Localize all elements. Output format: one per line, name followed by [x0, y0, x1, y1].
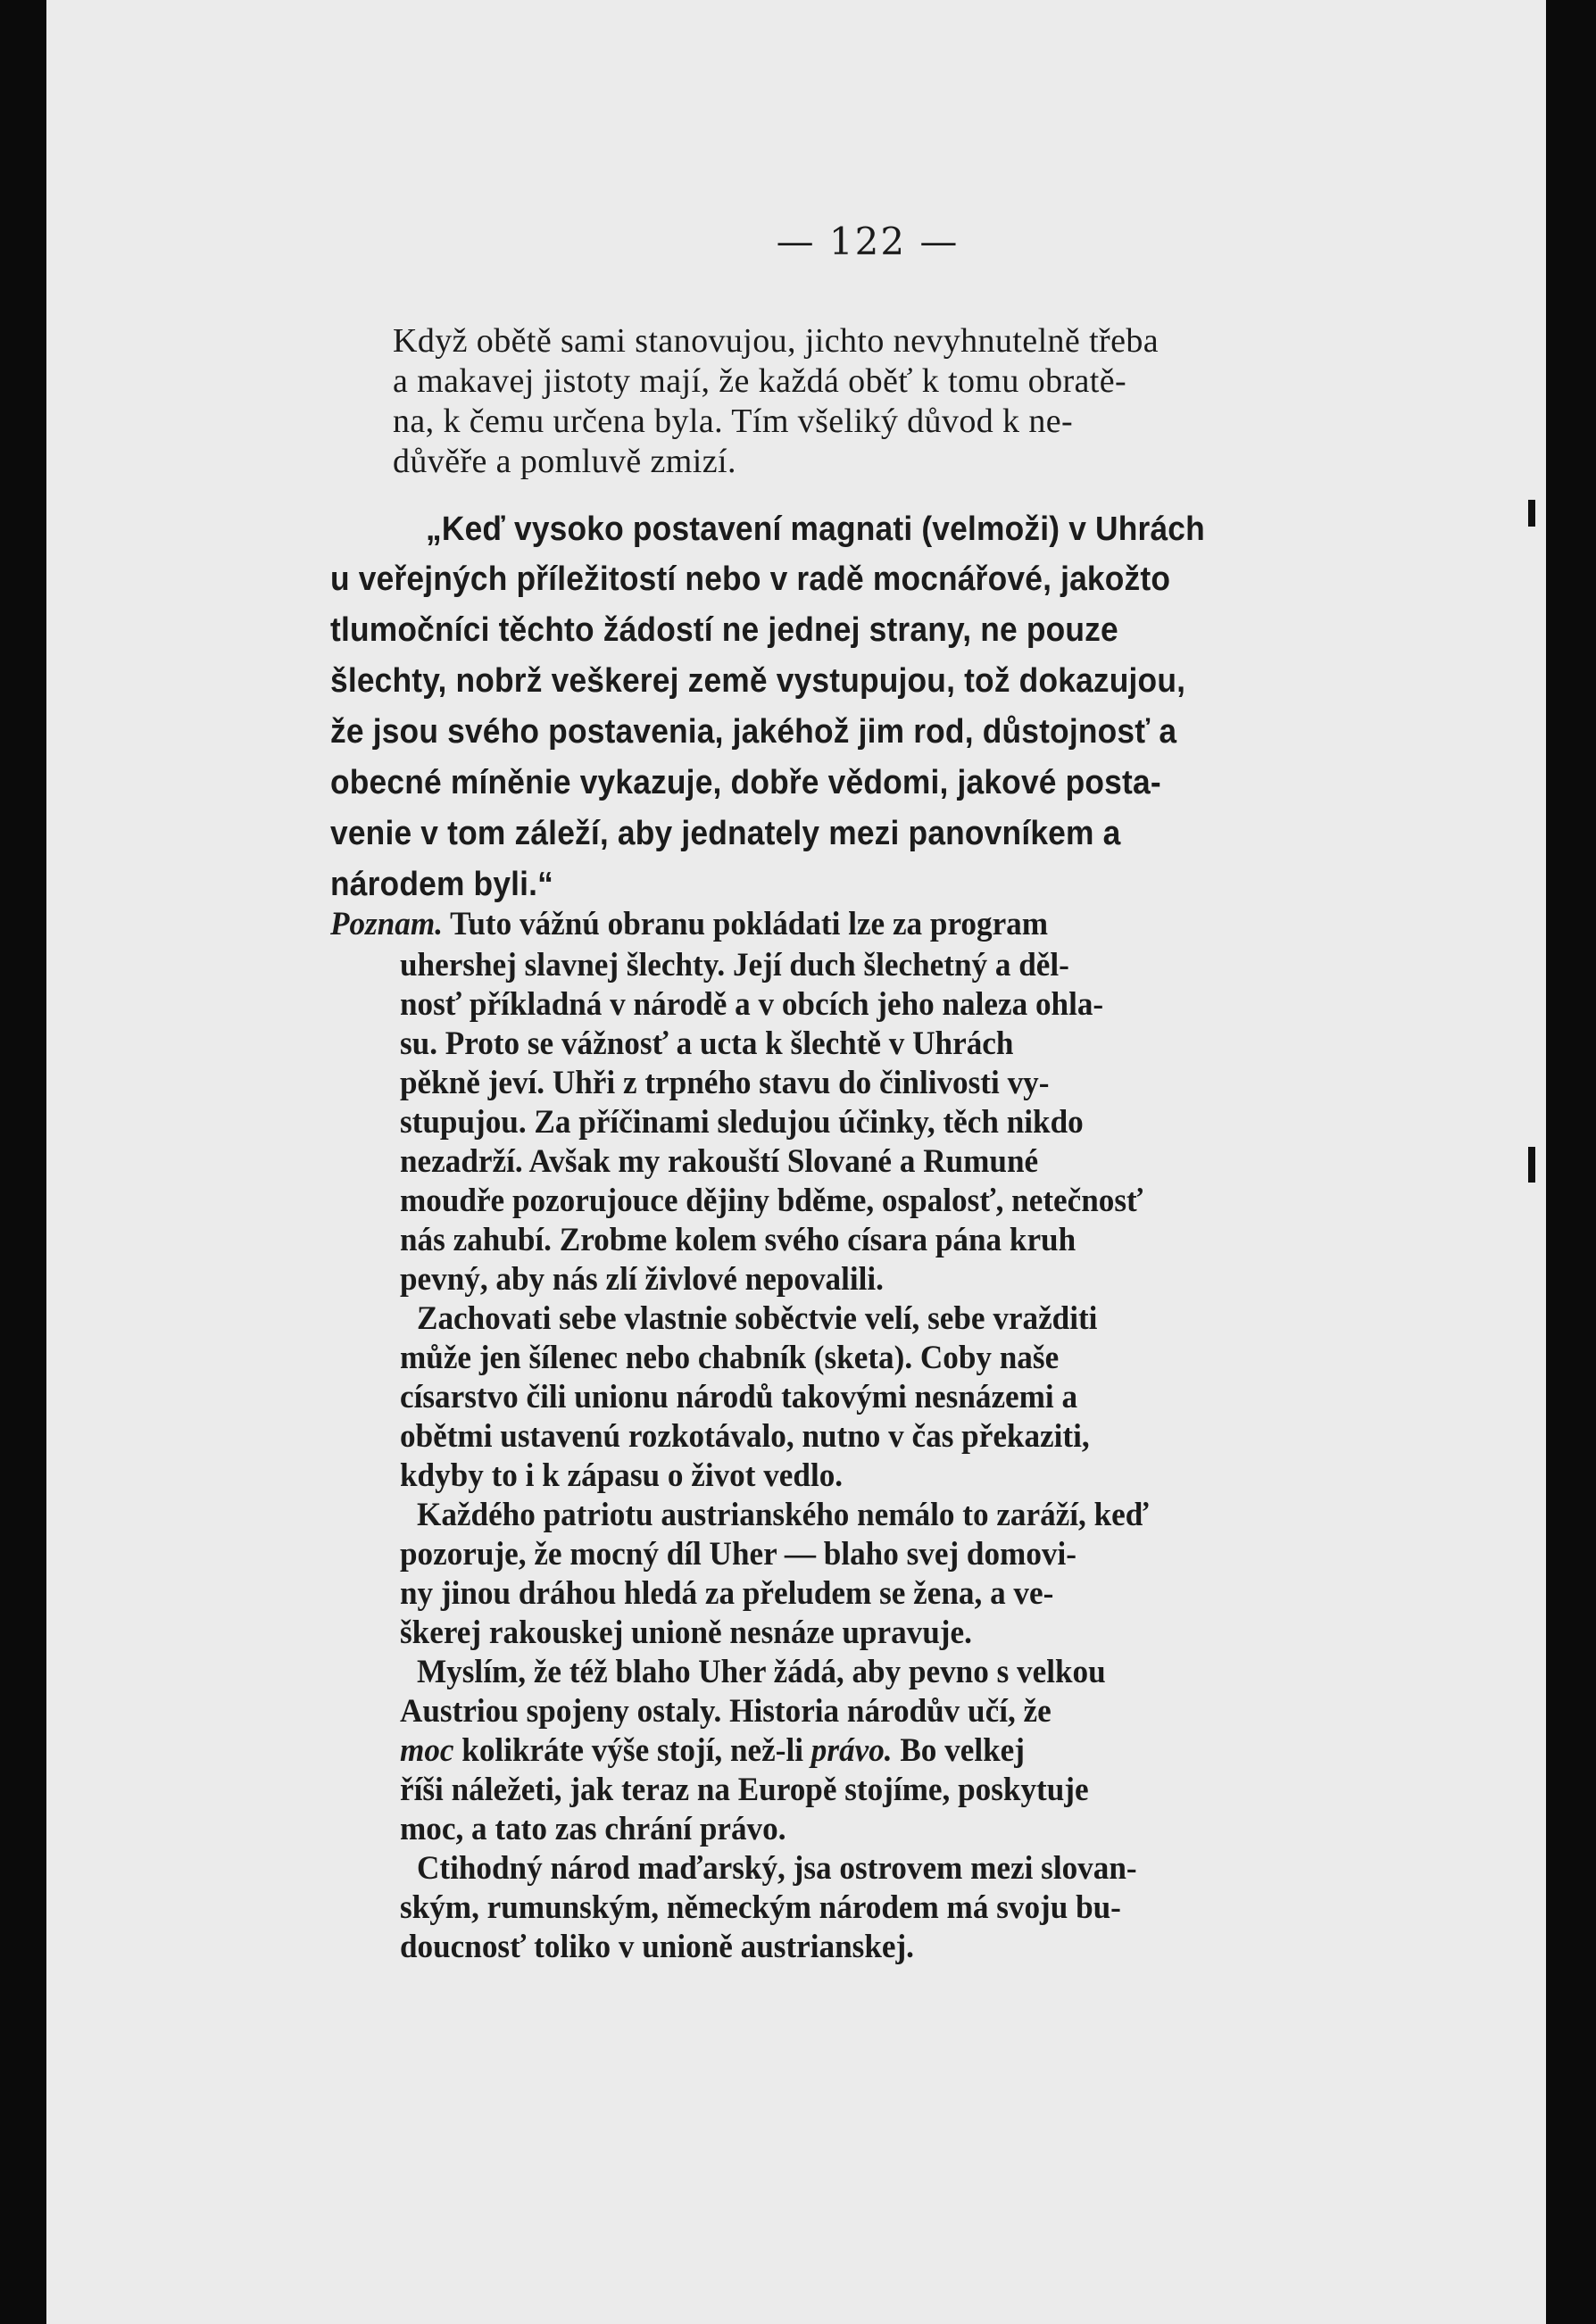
intro-line-4: důvěře a pomluvě zmizí.	[393, 443, 736, 480]
note-line: stupujou. Za příčinami sledujou účinky, těch nikdo	[400, 1104, 1084, 1141]
book-page	[46, 0, 1546, 2324]
quote-line-6: obecné míněnie vykazuje, dobře vědomi, jakové posta-	[330, 764, 1161, 801]
quote-line-7: venie v tom záleží, aby jednately mezi panovníkem a	[330, 815, 1121, 852]
note-line: moudře pozorujouce dějiny bděme, ospalosť, netečnosť	[400, 1183, 1143, 1219]
note-line: Myslím, že též blaho Uher žádá, aby pevno s velkou	[417, 1654, 1106, 1690]
note-line: obětmi ustavenú rozkotávalo, nutno v čas překaziti,	[400, 1418, 1090, 1455]
quote-line-2: u veřejných příležitostí nebo v radě mocnářové, jakožto	[330, 560, 1171, 598]
note-line-moc	[400, 1731, 1025, 1770]
note-line: nosť příkladná v národě a v obcích jeho naleza ohla-	[400, 986, 1104, 1023]
emph-moc: moc	[400, 1732, 454, 1769]
note-line: uhershej slavnej šlechty. Její duch šlechetný a děl-	[400, 947, 1069, 984]
scan-mark	[1528, 1147, 1535, 1183]
moc-line-text: kolikráte výše stojí, než-li	[453, 1732, 811, 1769]
moc-line-tail: Bo velkej	[892, 1732, 1025, 1769]
note-line: říši náležeti, jak teraz na Europě stojíme, poskytuje	[400, 1772, 1089, 1808]
note-line: Každého patriotu austrianského nemálo to zaráží, keď	[417, 1497, 1149, 1533]
note-label: Poznam.	[330, 906, 443, 942]
note-first-line	[330, 905, 1048, 943]
page-number: — 122 —	[776, 220, 960, 263]
note-line: císarstvo čili unionu národů takovými nesnázemi a	[400, 1379, 1078, 1415]
note-line: Austriou spojeny ostaly. Historia národův učí, že	[400, 1693, 1052, 1730]
note-line: moc, a tato zas chrání právo.	[400, 1811, 786, 1847]
intro-line-1: Když obětě sami stanovujou, jichto nevyhnutelně třeba	[393, 322, 1160, 360]
note-first-text: Tuto vážnú obranu pokládati lze za program	[450, 906, 1049, 942]
quote-line-5: že jsou svého postavenia, jakéhož jim rod, důstojnosť a	[330, 713, 1177, 751]
intro-line-3: na, k čemu určena byla. Tím všeliký důvod k ne-	[393, 403, 1074, 440]
note-line: su. Proto se vážnosť a ucta k šlechtě v Uhrách	[400, 1025, 1014, 1062]
quote-line-1: „Keď vysoko postavení magnati (velmoži) v Uhrách	[426, 510, 1205, 548]
note-line: pozoruje, že mocný díl Uher — blaho svej domovi-	[400, 1536, 1076, 1573]
note-line: nezadrží. Avšak my rakouští Slované a Rumuné	[400, 1143, 1039, 1180]
scan-mark	[1528, 500, 1535, 527]
note-line: nás zahubí. Zrobme kolem svého císara pána kruh	[400, 1222, 1076, 1258]
quote-line-8: národem byli.“	[330, 866, 554, 903]
emph-pravo: právo.	[810, 1732, 893, 1769]
note-line: ským, rumunským, německým národem má svoju bu-	[400, 1889, 1121, 1926]
quote-line-3: tlumočníci těchto žádostí ne jednej strany, ne pouze	[330, 611, 1118, 649]
note-line: pěkně jeví. Uhři z trpného stavu do činlivosti vy-	[400, 1065, 1050, 1101]
note-line: může jen šílenec nebo chabník (sketa). Coby naše	[400, 1340, 1060, 1376]
note-line: Zachovati sebe vlastnie soběctvie velí, sebe vražditi	[417, 1300, 1098, 1337]
quote-line-4: šlechty, nobrž veškerej země vystupujou, tož dokazujou,	[330, 662, 1186, 700]
note-line: kdyby to i k zápasu o život vedlo.	[400, 1457, 844, 1494]
note-line: škerej rakouskej unioně nesnáze upravuje.	[400, 1614, 972, 1651]
note-line: ny jinou dráhou hledá za přeludem se žena, a ve-	[400, 1575, 1054, 1612]
note-line: Ctihodný národ maďarský, jsa ostrovem mezi slovan-	[417, 1850, 1137, 1887]
note-line: pevný, aby nás zlí živlové nepovalili.	[400, 1261, 884, 1298]
note-line: doucnosť toliko v unioně austrianskej.	[400, 1929, 914, 1965]
intro-line-2: a makavej jistoty mají, že každá oběť k tomu obratě-	[393, 362, 1127, 400]
